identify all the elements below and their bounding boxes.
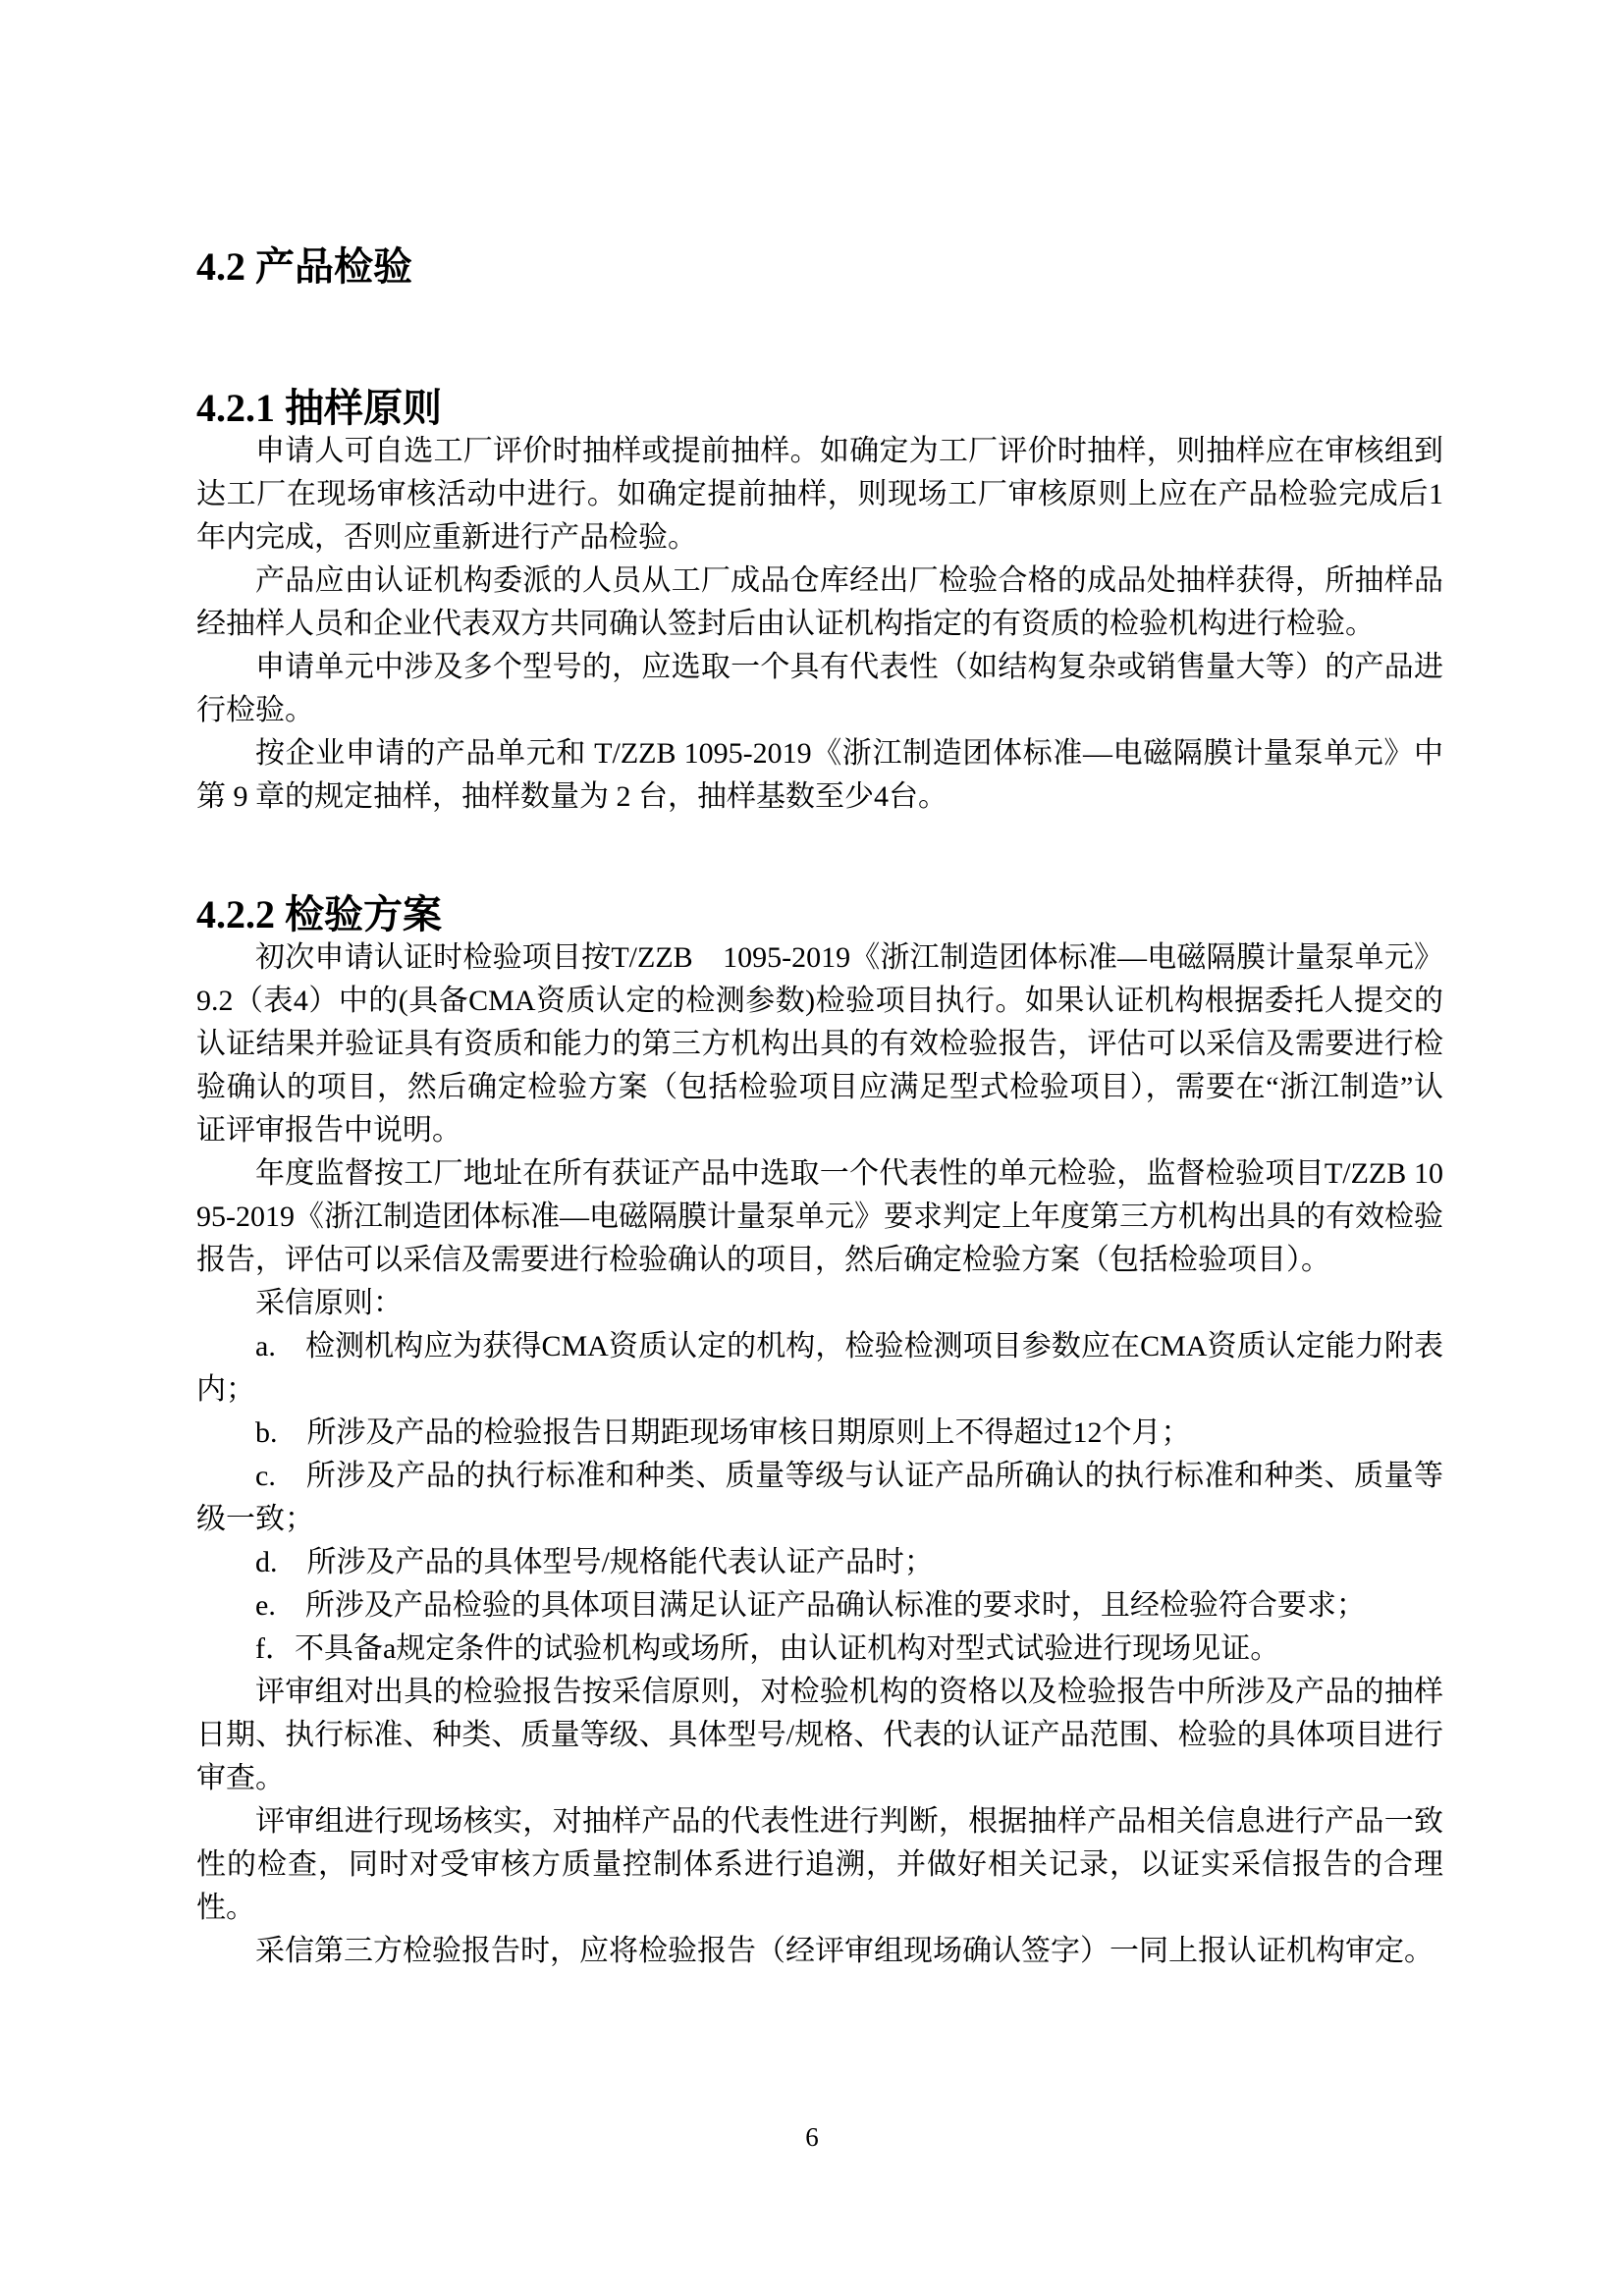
paragraph-review-2: 评审组进行现场核实，对抽样产品的代表性进行判断，根据抽样产品相关信息进行产品一致性的检查，同时对受审核方质量控制体系进行追溯，并做好相关记录，以证实采信报告的合理性。 <box>196 1805 1443 1924</box>
list-item-f: f．不具备a规定条件的试验机构或场所，由认证机构对型式试验进行现场见证。 <box>255 1632 1280 1665</box>
paragraph-review-1: 评审组对出具的检验报告按采信原则，对检验机构的资格以及检验报告中所涉及产品的抽样日期、执行标准、种类、质量等级、具体型号/规格、代表的认证产品范围、检验的具体项目进行审查。 <box>196 1676 1443 1794</box>
section-heading-4-2-1: 4.2.1 抽样原则 <box>196 386 442 430</box>
list-item-c: c. 所涉及产品的执行标准和种类、质量等级与认证产品所确认的执行标准和种类、质量等级一致； <box>196 1460 1443 1535</box>
list-item-a: a. 检测机构应为获得CMA资质认定的机构，检验检测项目参数应在CMA资质认定能力附表内； <box>196 1330 1443 1406</box>
paragraph-sampling-4: 按企业申请的产品单元和 T/ZZB 1095-2019《浙江制造团体标准—电磁隔膜计量泵单元》中第 9 章的规定抽样，抽样数量为 2 台，抽样基数至少4台。 <box>196 737 1443 813</box>
paragraph-inspection-plan-2: 年度监督按工厂地址在所有获证产品中选取一个代表性的单元检验，监督检验项目T/ZZB 1095-2019《浙江制造团体标准—电磁隔膜计量泵单元》要求判定上年度第三方机构出具的有效检验报告，评估可以采信及需要进行检验确认的项目，然后确定检验方案（包括检验项目）。 <box>196 1157 1443 1276</box>
adoption-principles-label: 采信原则： <box>255 1287 403 1319</box>
list-item-e: e. 所涉及产品检验的具体项目满足认证产品确认标准的要求时，且经检验符合要求； <box>255 1589 1366 1622</box>
paragraph-sampling-3: 申请单元中涉及多个型号的，应选取一个具有代表性（如结构复杂或销售量大等）的产品进行检验。 <box>196 651 1443 726</box>
section-heading-4-2-2: 4.2.2 检验方案 <box>196 892 442 936</box>
document-content <box>196 0 1443 1973</box>
section-heading-4-2: 4.2 产品检验 <box>196 244 412 289</box>
paragraph-sampling-2: 产品应由认证机构委派的人员从工厂成品仓库经出厂检验合格的成品处抽样获得，所抽样品经抽样人员和企业代表双方共同确认签封后由认证机构指定的有资质的检验机构进行检验。 <box>196 564 1443 640</box>
paragraph-sampling-1: 申请人可自选工厂评价时抽样或提前抽样。如确定为工厂评价时抽样，则抽样应在审核组到达工厂在现场审核活动中进行。如确定提前抽样，则现场工厂审核原则上应在产品检验完成后1年内完成，否则应重新进行产品检验。 <box>196 435 1443 554</box>
list-item-d: d. 所涉及产品的具体型号/规格能代表认证产品时； <box>255 1546 934 1578</box>
page-number: 6 <box>805 2122 819 2152</box>
list-item-b: b. 所涉及产品的检验报告日期距现场审核日期原则上不得超过12个月； <box>255 1416 1191 1449</box>
paragraph-inspection-plan-1: 初次申请认证时检验项目按T/ZZB 1095-2019《浙江制造团体标准—电磁隔膜计量泵单元》9.2（表4）中的(具备CMA资质认定的检测参数)检验项目执行。如果认证机构根据委托人提交的认证结果并验证具有资质和能力的第三方机构出具的有效检验报告，评估可以采信及需要进行检验确认的项目，然后确定检验方案（包括检验项目应满足型式检验项目），需要在“浙江制造”认证评审报告中说明。 <box>196 941 1443 1147</box>
paragraph-review-3: 采信第三方检验报告时，应将检验报告（经评审组现场确认签字）一同上报认证机构审定。 <box>255 1935 1434 1967</box>
